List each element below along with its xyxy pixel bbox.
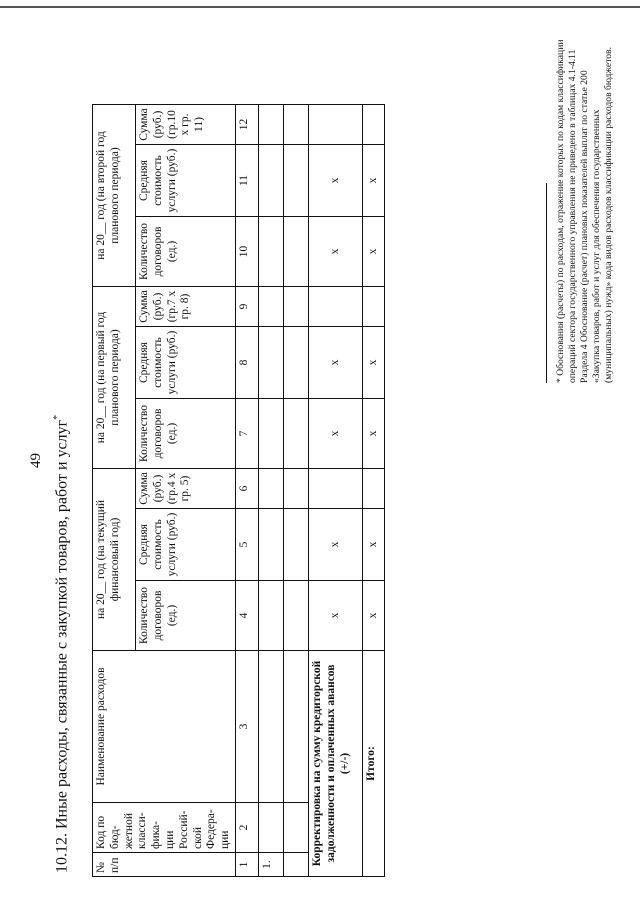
row-1-cell (258, 327, 283, 399)
header-row-1 (93, 105, 136, 877)
total-label: Итого: (362, 651, 384, 877)
col-number-11: 11 (235, 145, 258, 217)
title-footnote-marker: * (52, 414, 63, 420)
col-number-3: 3 (235, 651, 258, 803)
row-1-cell (258, 803, 283, 853)
header-period-1: на 20__ год (на текущий финансовый год) (93, 469, 136, 651)
col-number-2: 2 (235, 803, 258, 853)
correction-sum-3 (308, 105, 362, 145)
x-mark: х (362, 509, 384, 581)
col-number-5: 5 (235, 509, 258, 581)
row-2-cell (283, 651, 308, 803)
col-number-1: 1 (235, 853, 258, 877)
row-2-cell (283, 803, 308, 853)
section-title-text: 10.12. Иные расходы, связанные с закупкой товаров, работ и услуг (53, 419, 71, 873)
footnote-separator (546, 183, 547, 383)
row-1-cell (258, 399, 283, 469)
x-mark: х (308, 509, 362, 581)
header-num: № п/п (93, 853, 236, 877)
row-2-cell (283, 853, 308, 877)
x-mark: х (308, 327, 362, 399)
col-number-12: 12 (235, 105, 258, 145)
row-2-cell (283, 399, 308, 469)
row-1-cell (258, 105, 283, 145)
header-sum-1: Сумма (руб.) (гр.4 х гр. 5) (135, 469, 235, 509)
row-2-cell (283, 145, 308, 217)
header-period-2: на 20__ год (на первый год планового периода) (93, 287, 136, 469)
header-period-3: на 20__ год (на второй год планового периода) (93, 105, 136, 287)
correction-sum-1 (308, 469, 362, 509)
header-sum-2: Сумма (руб.) (гр.7 х гр. 8) (135, 287, 235, 327)
correction-sum-2 (308, 287, 362, 327)
col-number-8: 8 (235, 327, 258, 399)
row-2-cell (283, 469, 308, 509)
row-2-cell (283, 327, 308, 399)
column-numbers-row (235, 105, 258, 877)
x-mark: х (362, 581, 384, 651)
x-mark: х (362, 145, 384, 217)
header-count-2: Количество договоров (ед.) (135, 399, 235, 469)
row-1-cell (258, 509, 283, 581)
col-number-9: 9 (235, 287, 258, 327)
col-number-7: 7 (235, 399, 258, 469)
row-1-cell (258, 581, 283, 651)
header-name: Наименование расходов (93, 651, 236, 803)
x-mark: х (362, 327, 384, 399)
total-row (362, 105, 384, 877)
row-2-cell (283, 217, 308, 287)
row-1-cell (258, 469, 283, 509)
col-number-10: 10 (235, 217, 258, 287)
x-mark: х (308, 581, 362, 651)
footnote: * Обоснования (расчеты) по расходам, отражение которых по кодам классификации операций сектора государственного управления не приведено в таблицах 4.1-4.11 Раздела 4 Обоснование (расчет) плановых показателей выплат по статье 200 «Закупка товаров, работ и услуг для обеспечения государственных (муниципальных) нужд» кода видов расходов классификации расходов бюджетов. (555, 39, 614, 383)
correction-label: Корректировка на сумму кредиторской задолженности и оплаченных авансов (+/-) (308, 651, 362, 877)
row-2-cell (283, 581, 308, 651)
total-sum-1 (362, 469, 384, 509)
row-1-cell (258, 145, 283, 217)
header-count-1: Количество договоров (ед.) (135, 581, 235, 651)
row-1-cell (258, 651, 283, 803)
row-2-cell (283, 509, 308, 581)
row-2-cell (283, 287, 308, 327)
row-2-cell (283, 105, 308, 145)
section-title (52, 415, 71, 873)
x-mark: х (362, 217, 384, 287)
header-code: Код по бюд-жетной класси-фика-ции Россий-ской Федера-ции (93, 803, 236, 853)
total-sum-2 (362, 287, 384, 327)
page-number: 49 (28, 453, 44, 468)
expenses-table (92, 104, 385, 877)
col-number-4: 4 (235, 581, 258, 651)
header-avg-1: Средняя стоимость услуги (руб.) (135, 509, 235, 581)
row-1-num: 1. (258, 853, 283, 877)
table-row-1 (258, 105, 283, 877)
table-row-2 (283, 105, 308, 877)
header-avg-3: Средняя стоимость услуги (руб.) (135, 145, 235, 217)
x-mark: х (308, 145, 362, 217)
x-mark: х (308, 217, 362, 287)
x-mark: х (362, 399, 384, 469)
x-mark: х (308, 399, 362, 469)
total-sum-3 (362, 105, 384, 145)
header-count-3: Количество договоров (ед.) (135, 217, 235, 287)
page-edge (0, 6, 640, 8)
header-sum-3: Сумма (руб.) (гр.10 х гр. 11) (135, 105, 235, 145)
col-number-6: 6 (235, 469, 258, 509)
row-1-cell (258, 287, 283, 327)
header-avg-2: Средняя стоимость услуги (руб.) (135, 327, 235, 399)
correction-row (308, 105, 362, 877)
row-1-cell (258, 217, 283, 287)
